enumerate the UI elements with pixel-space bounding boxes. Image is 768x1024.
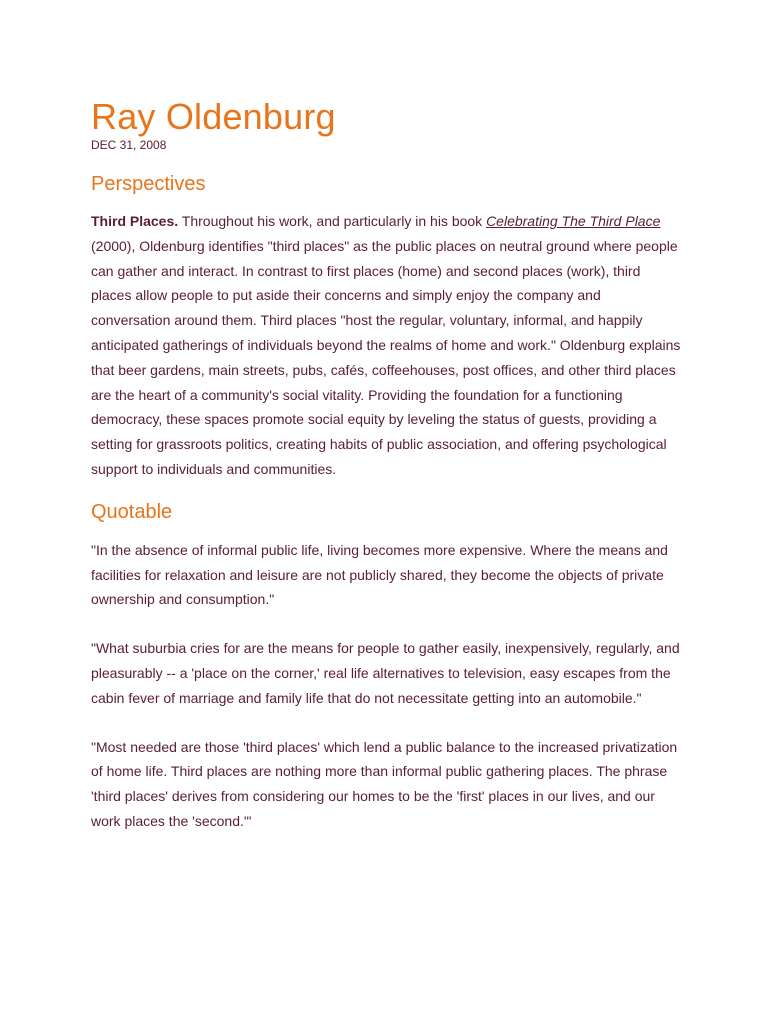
article-title: Ray Oldenburg bbox=[91, 96, 336, 137]
perspectives-text-after-link: (2000), Oldenburg identifies "third places" as the public places on neutral ground where people can gather and interact. In contrast to first places (home) and second places (work), third places allow people to put aside their concerns and simply enjoy the company and conversation around them. Third places "host the regular, voluntary, informal, and happily anticipated gatherings of individuals beyond the realms of home and work." Oldenburg explains that beer gardens, main streets, pubs, cafés, coffeehouses, post offices, and other third places are the heart of a community's social vitality. Providing the foundation for a functioning democracy, these spaces promote social equity by leveling the status of guests, providing a setting for grassroots politics, creating habits of public association, and offering psychological support to individuals and communities. bbox=[91, 237, 681, 477]
perspectives-heading: Perspectives bbox=[91, 173, 206, 195]
article bbox=[91, 96, 681, 834]
perspectives-text-before-link: Throughout his work, and particularly in his book bbox=[178, 213, 487, 229]
quote-paragraph: "What suburbia cries for are the means for people to gather easily, inexpensively, regularly, and pleasurably -- a 'place on the corner,' real life alternatives to television, easy escapes from the cabin fever of marriage and family life that do not necessitate getting into an automobile." bbox=[91, 640, 680, 706]
book-title-link[interactable]: Celebrating The Third Place bbox=[486, 213, 661, 229]
article-date: DEC 31, 2008 bbox=[91, 138, 167, 152]
quote-paragraph: "In the absence of informal public life, living becomes more expensive. Where the means and facilities for relaxation and leisure are not publicly shared, they become the objects of private ownership and consumption." bbox=[91, 541, 668, 608]
quotable-heading: Quotable bbox=[91, 500, 173, 523]
perspectives-paragraph bbox=[91, 209, 681, 482]
third-places-lead: Third Places. bbox=[91, 213, 179, 229]
quote-paragraph: "Most needed are those 'third places' which lend a public balance to the increased privatization of home life. Third places are nothing more than informal public gathering places. The phrase 'third places' derives from considering our homes to be the 'first' places in our lives, and our work places the 'second.'" bbox=[91, 738, 678, 829]
